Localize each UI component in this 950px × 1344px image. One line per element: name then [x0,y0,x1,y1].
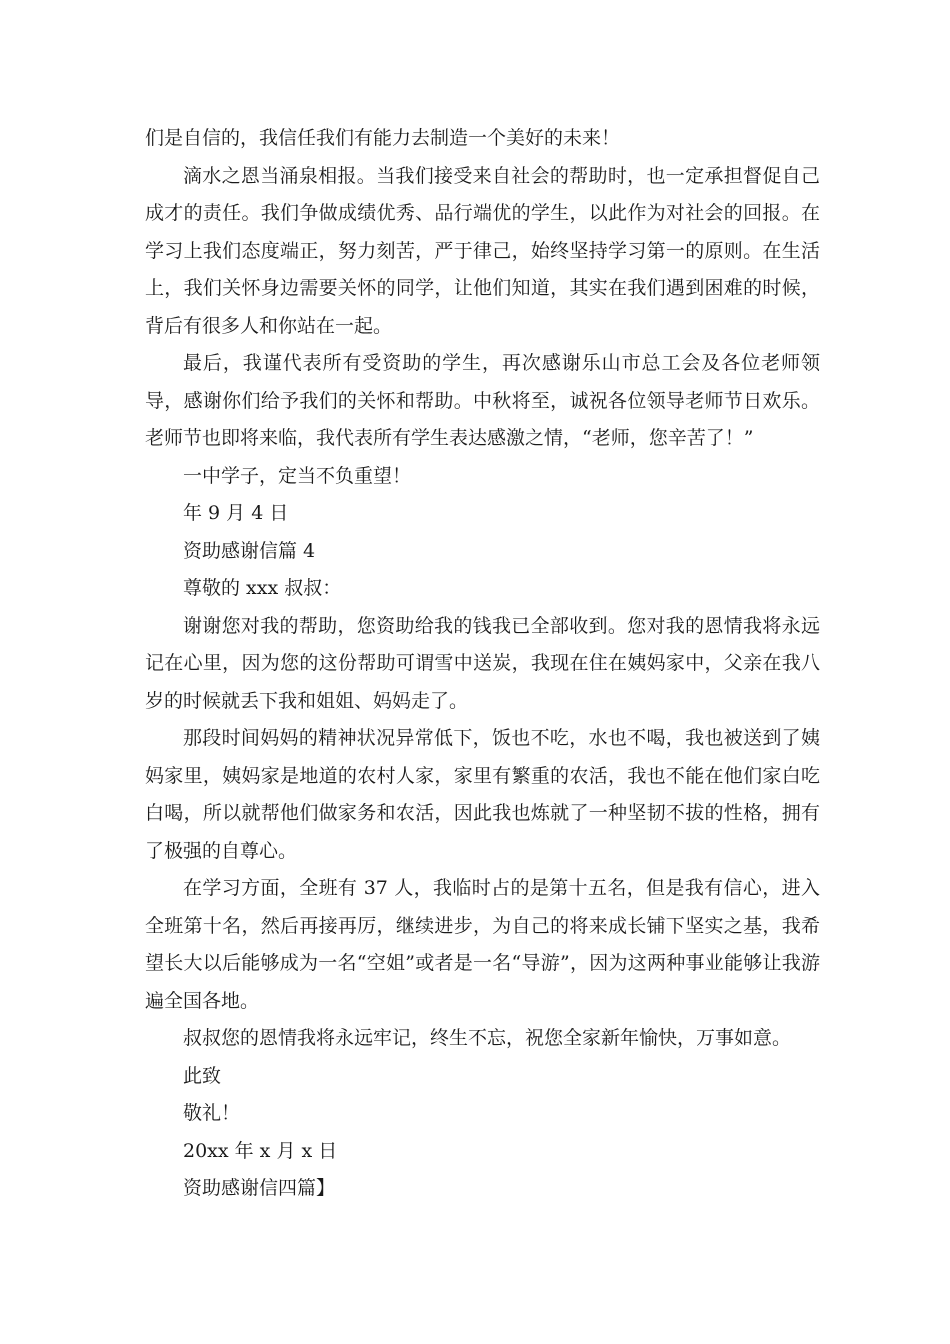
salutation: 尊敬的 xxx 叔叔： [183,577,342,599]
paragraph-3: 最后，我谨代表所有受资助的学生，再次感谢乐山市总工会及各位老师领导，感谢你们给予我们的关怀和帮助。中秋将至，诚祝各位领导老师节日欢乐。老师节也即将来临，我代表所有学生表达感激之情，“老师，您辛苦了！” [145,352,820,449]
paragraph-1: 们是自信的，我信任我们有能力去制造一个美好的未来！ [145,127,621,149]
paragraph-10: 在学习方面，全班有 37 人，我临时占的是第十五名，但是我有信心，进入全班第十名，然后再接再厉，继续进步，为自己的将来成长铺下坚实之基，我希望长大以后能够成为一名“空姐”或者是一名“导游”，因为这两种事业能够让我游遍全国各地。 [145,877,820,1012]
document-body [145,120,820,1208]
paragraph-9: 那段时间妈妈的精神状况异常低下，饭也不吃，水也不喝，我也被送到了姨妈家里，姨妈家是地道的农村人家，家里有繁重的农活，我也不能在他们家白吃白喝，所以就帮他们做家务和农活，因此我也炼就了一种坚韧不拔的性格，拥有了极强的自尊心。 [145,727,820,862]
paragraph-11: 叔叔您的恩情我将永远牢记，终生不忘，祝您全家新年愉快，万事如意。 [183,1027,792,1049]
closing-line-1: 此致 [183,1064,222,1087]
paragraph-4: 一中学子，定当不负重望！ [183,464,412,487]
footer-title: 资助感谢信四篇】 [183,1177,336,1199]
signature-date: 20xx 年 x 月 x 日 [183,1139,338,1162]
paragraph-8: 谢谢您对我的帮助，您资助给我的钱我已全部收到。您对我的恩情我将永远记在心里，因为您的这份帮助可谓雪中送炭，我现在住在姨妈家中，父亲在我八岁的时候就丢下我和姐姐、妈妈走了。 [145,614,820,712]
closing-line-2: 敬礼！ [183,1102,241,1124]
date-line: 年 9 月 4 日 [183,502,289,524]
paragraph-2: 滴水之恩当涌泉相报。当我们接受来自社会的帮助时，也一定承担督促自己成才的责任。我们争做成绩优秀、品行端优的学生，以此作为对社会的回报。在学习上我们态度端正，努力刻苦，严于律己，始终坚持学习第一的原则。在生活上，我们关怀身边需要关怀的同学，让他们知道，其实在我们遇到困难的时候，背后有很多人和你站在一起。 [145,164,820,337]
section-title: 资助感谢信篇 4 [183,539,316,562]
